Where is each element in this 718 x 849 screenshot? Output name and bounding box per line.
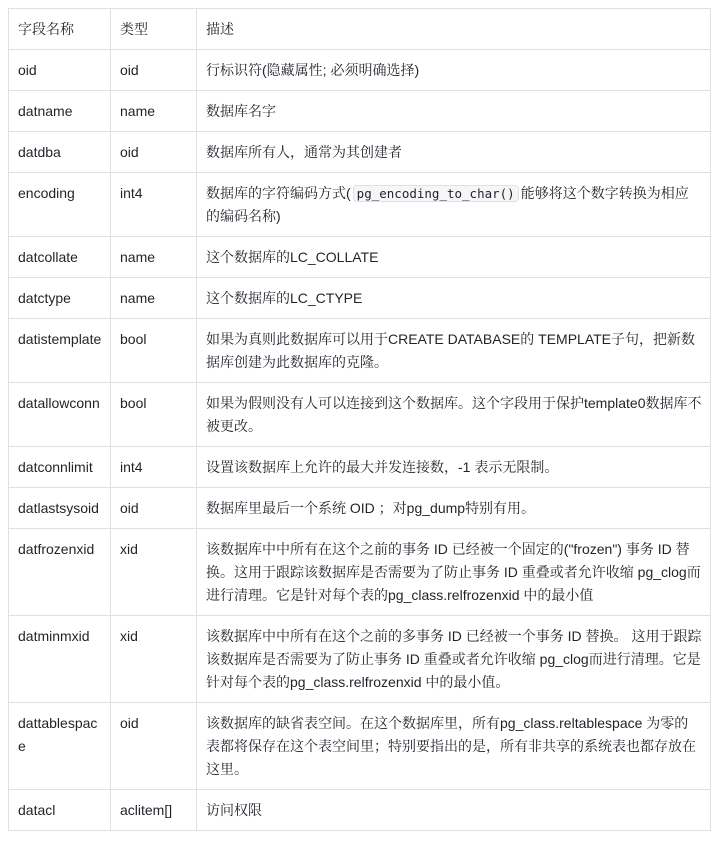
cell-field-name: datdba xyxy=(9,132,111,173)
table-row xyxy=(9,319,711,383)
table-row xyxy=(9,703,711,790)
cell-description xyxy=(197,173,711,237)
table-row xyxy=(9,488,711,529)
cell-type: bool xyxy=(111,383,197,447)
cell-type: bool xyxy=(111,319,197,383)
cell-description: 这个数据库的LC_CTYPE xyxy=(197,278,711,319)
cell-field-name: datacl xyxy=(9,790,111,831)
description-text: 能够将这个数字转换为相应的编码名称) xyxy=(206,185,689,224)
table-header-row xyxy=(9,9,711,50)
cell-field-name: encoding xyxy=(9,173,111,237)
cell-description: 设置该数据库上允许的最大并发连接数，-1 表示无限制。 xyxy=(197,447,711,488)
table-row xyxy=(9,173,711,237)
cell-type: name xyxy=(111,278,197,319)
cell-field-name: datallowconn xyxy=(9,383,111,447)
cell-type: xid xyxy=(111,616,197,703)
cell-type: name xyxy=(111,91,197,132)
cell-field-name: oid xyxy=(9,50,111,91)
cell-type: int4 xyxy=(111,447,197,488)
inline-code: pg_encoding_to_char() xyxy=(353,185,519,202)
cell-description: 该数据库中中所有在这个之前的多事务 ID 已经被一个事务 ID 替换。 这用于跟踪该数据库是否需要为了防止事务 ID 重叠或者允许收缩 pg_clog而进行清理。它是针对每个表的pg_class.relfrozenxid 中的最小值。 xyxy=(197,616,711,703)
cell-description: 这个数据库的LC_COLLATE xyxy=(197,237,711,278)
header-type: 类型 xyxy=(111,9,197,50)
cell-field-name: datconnlimit xyxy=(9,447,111,488)
cell-description: 数据库里最后一个系统 OID ；对pg_dump特别有用。 xyxy=(197,488,711,529)
table-row xyxy=(9,132,711,173)
cell-description: 数据库所有人，通常为其创建者 xyxy=(197,132,711,173)
description-text: 数据库的字符编码方式( xyxy=(206,185,351,201)
cell-field-name: datfrozenxid xyxy=(9,529,111,616)
table-row xyxy=(9,790,711,831)
table-row xyxy=(9,91,711,132)
pg-database-columns-table xyxy=(8,8,711,831)
cell-field-name: datistemplate xyxy=(9,319,111,383)
table-row xyxy=(9,616,711,703)
table-row xyxy=(9,529,711,616)
table-row xyxy=(9,447,711,488)
cell-type: aclitem[] xyxy=(111,790,197,831)
cell-type: int4 xyxy=(111,173,197,237)
cell-field-name: datlastsysoid xyxy=(9,488,111,529)
cell-description: 数据库名字 xyxy=(197,91,711,132)
cell-description: 该数据库的缺省表空间。在这个数据库里，所有pg_class.reltablespace 为零的表都将保存在这个表空间里；特别要指出的是，所有非共享的系统表也都存放在这里。 xyxy=(197,703,711,790)
cell-description: 行标识符(隐藏属性; 必须明确选择) xyxy=(197,50,711,91)
table-row xyxy=(9,237,711,278)
table-row xyxy=(9,50,711,91)
cell-type: oid xyxy=(111,703,197,790)
cell-description: 如果为假则没有人可以连接到这个数据库。这个字段用于保护template0数据库不被更改。 xyxy=(197,383,711,447)
cell-type: oid xyxy=(111,488,197,529)
header-description: 描述 xyxy=(197,9,711,50)
cell-field-name: datname xyxy=(9,91,111,132)
header-field-name: 字段名称 xyxy=(9,9,111,50)
cell-description: 如果为真则此数据库可以用于CREATE DATABASE的 TEMPLATE子句，把新数据库创建为此数据库的克隆。 xyxy=(197,319,711,383)
table-row xyxy=(9,383,711,447)
table-row xyxy=(9,278,711,319)
cell-field-name: datcollate xyxy=(9,237,111,278)
cell-field-name: dattablespace xyxy=(9,703,111,790)
cell-type: xid xyxy=(111,529,197,616)
cell-description: 该数据库中中所有在这个之前的事务 ID 已经被一个固定的("frozen") 事务 ID 替换。这用于跟踪该数据库是否需要为了防止事务 ID 重叠或者允许收缩 pg_clog而进行清理。它是针对每个表的pg_class.relfrozenxid 中的最小值 xyxy=(197,529,711,616)
cell-field-name: datminmxid xyxy=(9,616,111,703)
cell-type: oid xyxy=(111,132,197,173)
cell-type: oid xyxy=(111,50,197,91)
cell-type: name xyxy=(111,237,197,278)
cell-field-name: datctype xyxy=(9,278,111,319)
cell-description: 访问权限 xyxy=(197,790,711,831)
